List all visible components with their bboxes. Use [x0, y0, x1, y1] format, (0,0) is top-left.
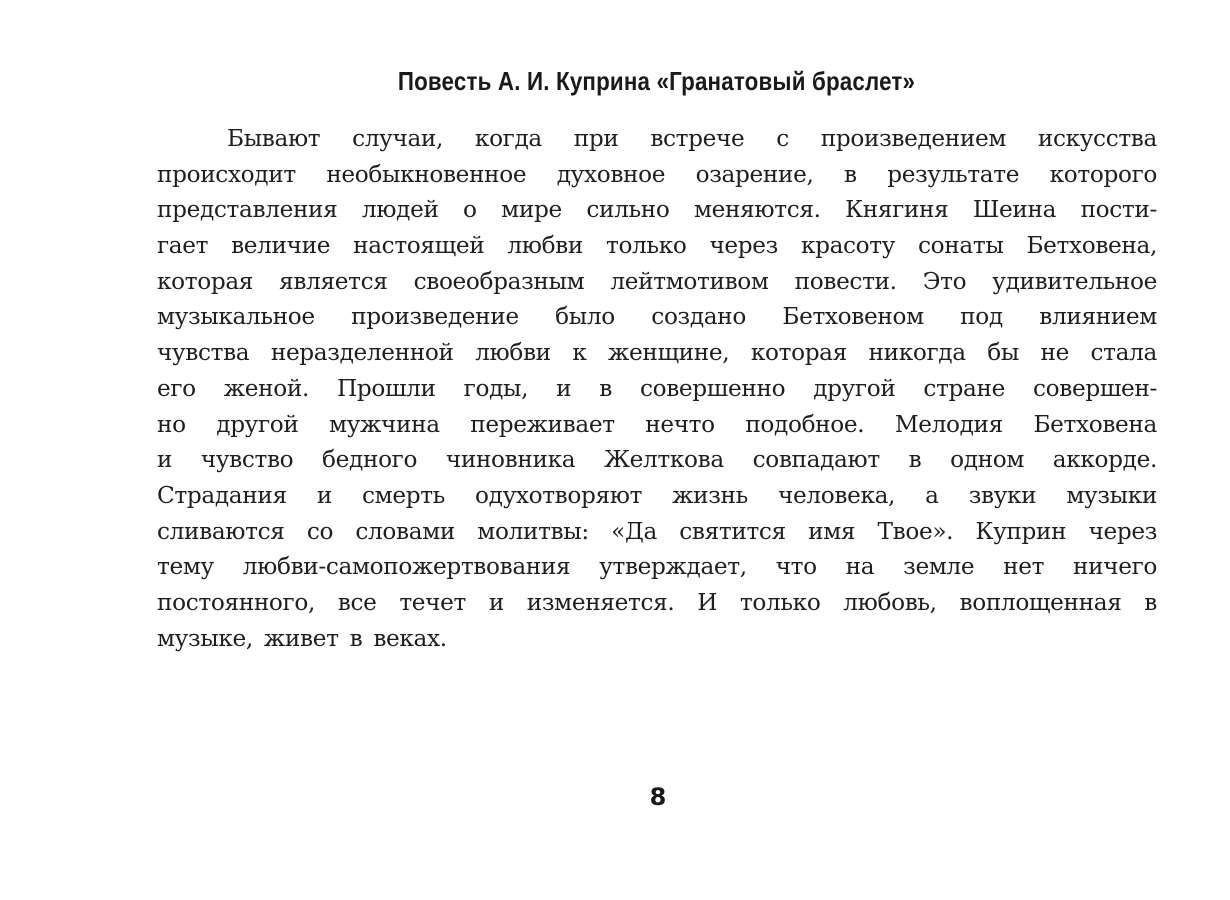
paragraph-line: и чувство бедного чиновника Желткова совпадают в одном аккорде. [157, 446, 1157, 474]
paragraph-line: сливаются со словами молитвы: «Да святится имя Твое». Куприн через [157, 517, 1157, 545]
paragraph-line: но другой мужчина переживает нечто подобное. Мелодия Бетховена [157, 410, 1157, 438]
paragraph-line: Страдания и смерть одухотворяют жизнь человека, а звуки музыки [157, 481, 1157, 509]
paragraph-line: постоянного, все течет и изменяется. И только любовь, воплощенная в [157, 588, 1157, 616]
paragraph-line: происходит необыкновенное духовное озарение, в результате которого [157, 160, 1157, 188]
paragraph-line: тему любви-самопожертвования утверждает, что на земле нет ничего [157, 553, 1157, 581]
page-number: 8 [649, 783, 667, 811]
paragraph-line: музыке, живет в веках. [157, 624, 447, 652]
paragraph-line: которая является своеобразным лейтмотивом повести. Это удивительное [157, 267, 1157, 295]
paragraph-line: гает величие настоящей любви только через красоту сонаты Бетховена, [157, 232, 1157, 260]
paragraph-line: музыкальное произведение было создано Бетховеном под влиянием [157, 303, 1157, 331]
paragraph-line: представления людей о мире сильно меняются. Княгиня Шеина пости- [157, 196, 1157, 224]
paragraph-line: чувства неразделенной любви к женщине, которая никогда бы не стала [157, 339, 1157, 367]
paragraph-line: Бывают случаи, когда при встрече с произведением искусства [227, 125, 1157, 152]
chapter-heading: Повесть А. И. Куприна «Гранатовый браслет» [397, 66, 916, 96]
paragraph-line: его женой. Прошли годы, и в совершенно другой стране совершен- [157, 374, 1157, 402]
body-paragraph [157, 121, 1157, 656]
